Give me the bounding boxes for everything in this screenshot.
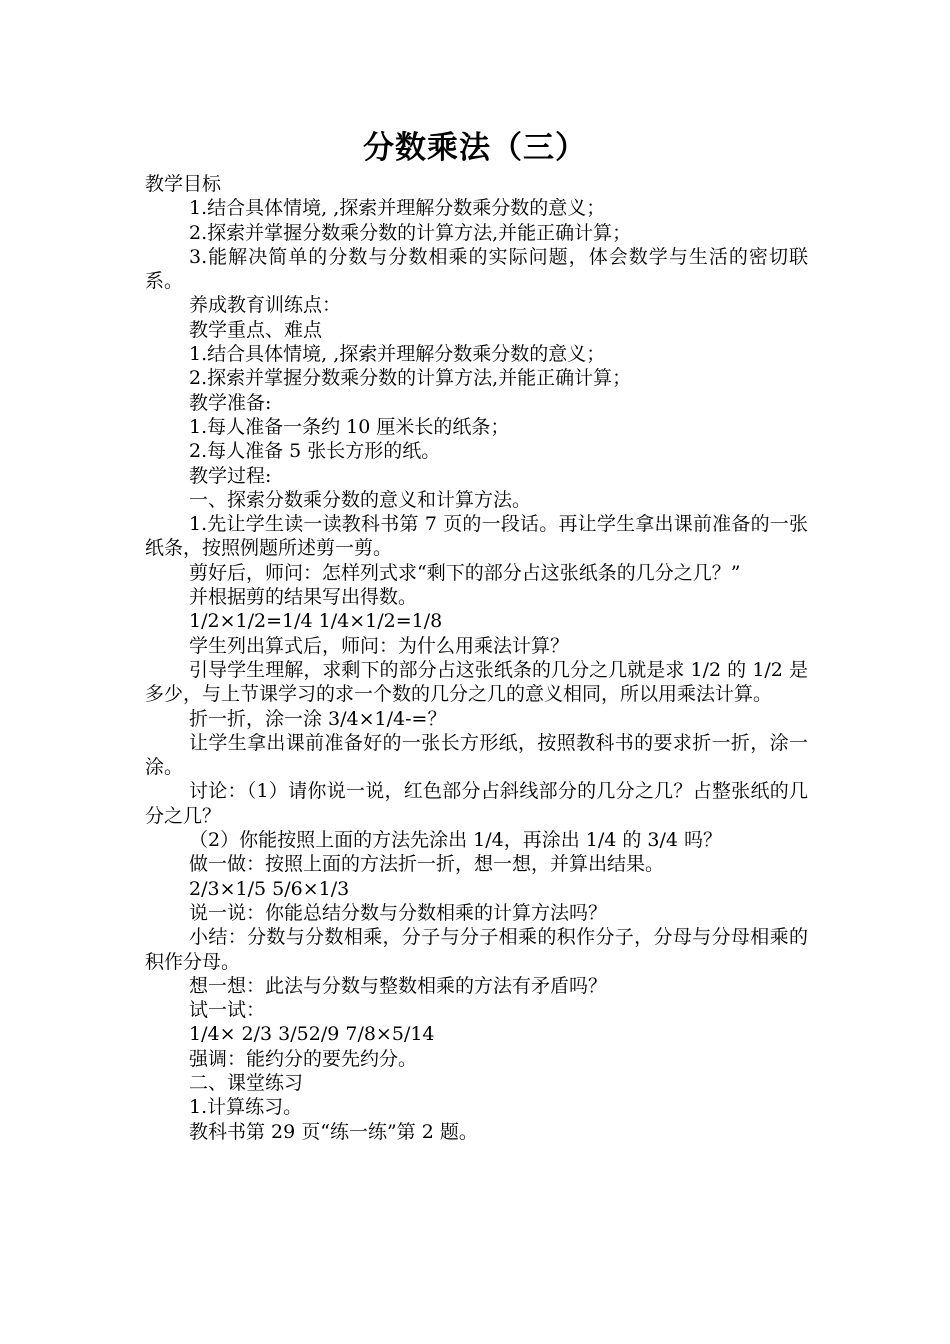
paragraph: 让学生拿出课前准备好的一张长方形纸，按照教科书的要求折一折，涂一涂。: [145, 731, 808, 779]
paragraph: 说一说：你能总结分数与分数相乘的计算方法吗？: [189, 901, 608, 924]
paragraph: 剪好后，师问：怎样列式求“剩下的部分占这张纸条的几分之几？”: [189, 561, 741, 584]
paragraph: （2）你能按照上面的方法先涂出 1/4，再涂出 1/4 的 3/4 吗？: [189, 829, 723, 852]
paragraph: 小结：分数与分数相乘，分子与分子相乘的积作分子，分母与分母相乘的积作分母。: [145, 926, 808, 973]
paragraph: 并根据剪的结果写出得数。: [189, 586, 418, 609]
paragraph: 二、课堂练习: [189, 1071, 304, 1094]
paragraph: 2.探索并掌握分数乘分数的计算方法,并能正确计算；: [189, 221, 632, 244]
paragraph: 1.结合具体情境, ,探索并理解分数乘分数的意义；: [189, 197, 606, 220]
paragraph: 教科书第 29 页“练一练”第 2 题。: [189, 1120, 478, 1143]
paragraph: 引导学生理解，求剩下的部分占这张纸条的几分之几就是求 1/2 的 1/2 是多少，与上节课学习的求一个数的几分之几的意义相同，所以用乘法计算。: [145, 658, 808, 706]
paragraph: 1.每人准备一条约 10 厘米长的纸条；: [189, 415, 510, 438]
paragraph: 学生列出算式后，师问：为什么用乘法计算？: [189, 634, 570, 657]
paragraph: 教学过程:: [189, 464, 272, 487]
paragraph: 1.计算练习。: [189, 1096, 303, 1119]
document-title: 分数乘法（三）: [363, 130, 587, 166]
paragraph: 折一折，涂一涂 3/4×1/4-=？: [189, 707, 447, 730]
paragraph: 2.探索并掌握分数乘分数的计算方法,并能正确计算；: [189, 367, 632, 390]
paragraph: 1.先让学生读一读教科书第 7 页的一段话。再让学生拿出课前准备的一张纸条，按照例题所述剪一剪。: [145, 513, 808, 560]
paragraph: 1.结合具体情境, ,探索并理解分数乘分数的意义；: [189, 343, 606, 366]
paragraph: 3.能解决简单的分数与分数相乘的实际问题，体会数学与生活的密切联系。: [145, 245, 808, 293]
paragraph: 做一做：按照上面的方法折一折，想一想，并算出结果。: [189, 853, 665, 876]
paragraph: 1/4× 2/3 3/52/9 7/8×5/14: [189, 1023, 435, 1046]
paragraph: 讨论：（1）请你说一说，红色部分占斜线部分的几分之几？占整张纸的几分之几？: [145, 780, 808, 827]
paragraph: 养成教育训练点：: [189, 294, 342, 317]
paragraph: 教学准备:: [189, 391, 272, 414]
paragraph: 试一试：: [189, 999, 266, 1022]
paragraph: 2/3×1/5 5/6×1/3: [189, 877, 350, 900]
document-body: [145, 172, 808, 1144]
paragraph: 想一想：此法与分数与整数相乘的方法有矛盾吗？: [189, 974, 608, 997]
paragraph: 一、探索分数乘分数的意义和计算方法。: [189, 488, 532, 511]
paragraph: 教学重点、难点: [189, 318, 323, 341]
paragraph: 1/2×1/2=1/4 1/4×1/2=1/8: [189, 610, 443, 633]
paragraph: 教学目标: [145, 173, 222, 195]
paragraph: 2.每人准备 5 张长方形的纸。: [189, 440, 441, 463]
paragraph: 强调：能约分的要先约分。: [189, 1047, 418, 1070]
